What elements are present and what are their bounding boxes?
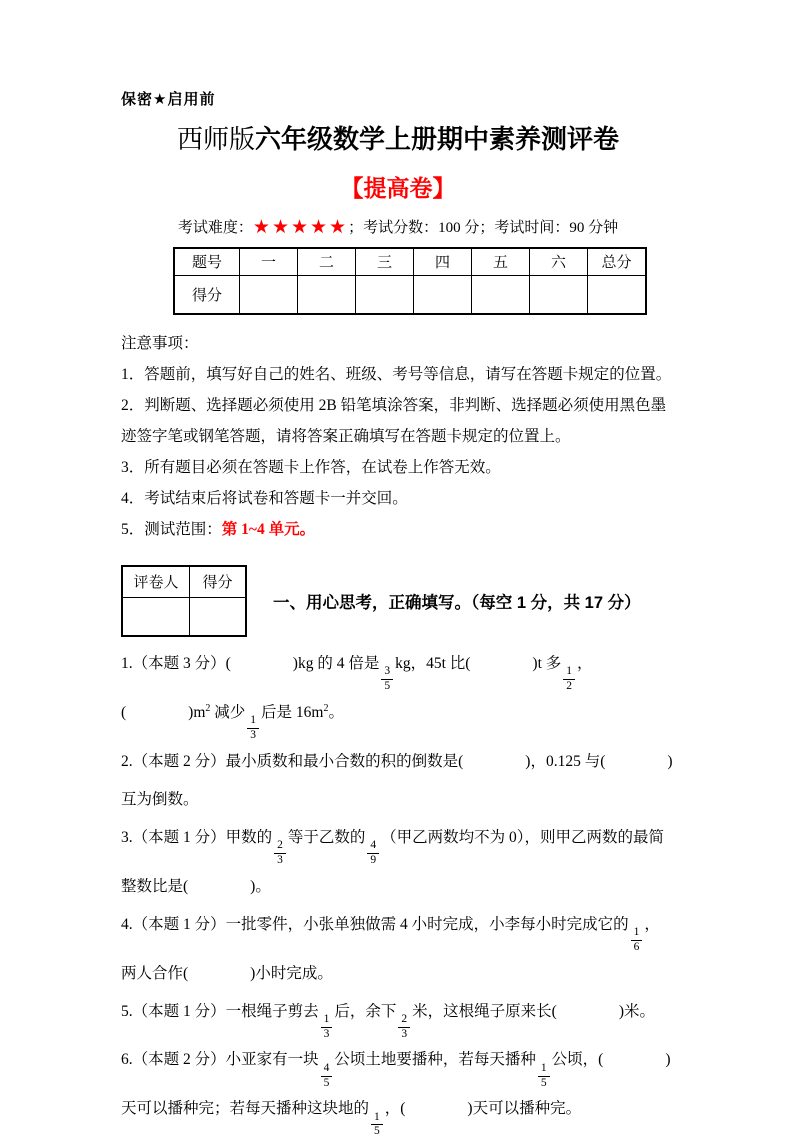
grader-blank-cell [190, 597, 247, 636]
note-item: 4．考试结束后将试卷和答题卡一并交回。 [121, 489, 408, 507]
superscript: 2 [323, 702, 329, 714]
difficulty-label: 考试难度： [177, 219, 253, 236]
score-blank-cell [588, 275, 647, 314]
note-item: 1．答题前，填写好自己的姓名、班级、考号等信息，请写在答题卡规定的位置。 [121, 365, 672, 383]
fraction: $\frac{2}{3}$ [398, 1013, 410, 1042]
note-item-test-range [121, 514, 675, 545]
grader-score-table [121, 565, 247, 637]
fraction: $\frac{1}{2}$ [563, 665, 575, 694]
score-table-header-cell: 三 [356, 248, 414, 276]
note-item: 3．所有题目必须在答题卡上作答，在试卷上作答无效。 [121, 458, 501, 476]
score-table-header-cell: 六 [530, 248, 588, 276]
score-blank-cell [356, 275, 414, 314]
score-blank-cell [240, 275, 298, 314]
question-1: 1.（本题 3 分）( )kg 的 4 倍是 $\frac{3}{5}$ kg，45t 比( )t 多 $\frac{1}{2}$ ，( )$m^2$ 减少 $\frac{1}{3}$ 后是 $16m^2$。 [121, 654, 593, 741]
grader-table-header-row [122, 566, 246, 598]
superscript: 2 [205, 702, 211, 714]
score-table-header-cell: 五 [472, 248, 530, 276]
score-table-header-cell: 四 [414, 248, 472, 276]
security-label: 保密★启用前 [121, 91, 216, 108]
fraction: $\frac{4}{5}$ [321, 1062, 333, 1091]
note-item: 2．判断题、选择题必须使用 2B 铅笔填涂答案，非判断、选择题必须使用黑色墨迹签字笔或钢笔答题，请将答案正确填写在答题卡规定的位置上。 [121, 396, 667, 445]
score-blank-cell [472, 275, 530, 314]
grader-header-cell: 评卷人 [122, 566, 190, 598]
score-table-score-row [174, 275, 646, 314]
grader-section [121, 565, 675, 637]
test-range-highlight: 第 1~4 单元。 [221, 520, 316, 538]
score-table-header-row [174, 248, 646, 276]
fraction: $\frac{3}{5}$ [381, 665, 393, 694]
notes-title: 注意事项： [121, 334, 199, 352]
score-table-header-cell: 总分 [588, 248, 647, 276]
page-title-main: 六年级数学上册期中素养测评卷 [255, 124, 620, 154]
fraction: $\frac{2}{3}$ [274, 839, 286, 868]
score-table-header-cell: 二 [298, 248, 356, 276]
score-blank-cell [298, 275, 356, 314]
fraction: $\frac{1}{5}$ [538, 1062, 550, 1091]
fraction: $\frac{1}{6}$ [631, 926, 643, 955]
question-3: 3.（本题 1 分）甲数的 $\frac{2}{3}$ 等于乙数的 $\frac{4}{9}$ （甲乙两数均不为 0），则甲乙两数的最简整数比是( )。 [121, 828, 665, 895]
page-title-prefix: 西师版 [176, 124, 255, 154]
exam-info-rest: ；考试分数：100 分；考试时间：90 分钟 [348, 219, 619, 236]
score-row-label: 得分 [174, 275, 240, 314]
score-table-header-cell: 题号 [174, 248, 240, 276]
fraction: $\frac{1}{3}$ [247, 714, 259, 743]
fraction: $\frac{4}{9}$ [367, 839, 379, 868]
question-2: 2.（本题 2 分）最小质数和最小合数的积的倒数是( )，0.125 与( )互为倒数。 [121, 752, 673, 808]
page-title [121, 125, 675, 155]
fraction: $\frac{1}{5}$ [371, 1111, 383, 1139]
score-table-header-cell: 一 [240, 248, 298, 276]
grader-table-blank-row [122, 597, 246, 636]
score-table [173, 247, 647, 315]
grader-blank-cell [122, 597, 190, 636]
exam-info-line [121, 216, 675, 239]
notes-section [121, 328, 675, 545]
questions-section [121, 645, 675, 1139]
test-range-prefix: 5．测试范围： [121, 520, 222, 538]
question-5: 5.（本题 1 分）一根绳子剪去 $\frac{1}{3}$ 后，余下 $\frac{2}{3}$ 米，这根绳子原来长( )米。 [121, 1002, 655, 1040]
paper-level-badge: 【提高卷】 [340, 174, 456, 201]
grader-header-cell: 得分 [190, 566, 247, 598]
score-blank-cell [414, 275, 472, 314]
question-6: 6.（本题 2 分）小亚家有一块 $\frac{4}{5}$ 公顷土地要播种，若每天播种 $\frac{1}{5}$ 公顷，( )天可以播种完；若每天播种这块地的 $\frac{1}{5}$ ，( )天可以播种完。 [121, 1051, 671, 1138]
difficulty-stars-icon: ★★★★★ [252, 216, 349, 238]
score-blank-cell [530, 275, 588, 314]
section-1-heading: 一、用心思考，正确填写。（每空 1 分，共 17 分） [273, 593, 641, 612]
question-4: 4.（本题 1 分）一批零件，小张单独做需 4 小时完成，小李每小时完成它的 $\frac{1}{6}$ ，两人合作( )小时完成。 [121, 915, 660, 982]
fraction: $\frac{1}{3}$ [321, 1013, 333, 1042]
